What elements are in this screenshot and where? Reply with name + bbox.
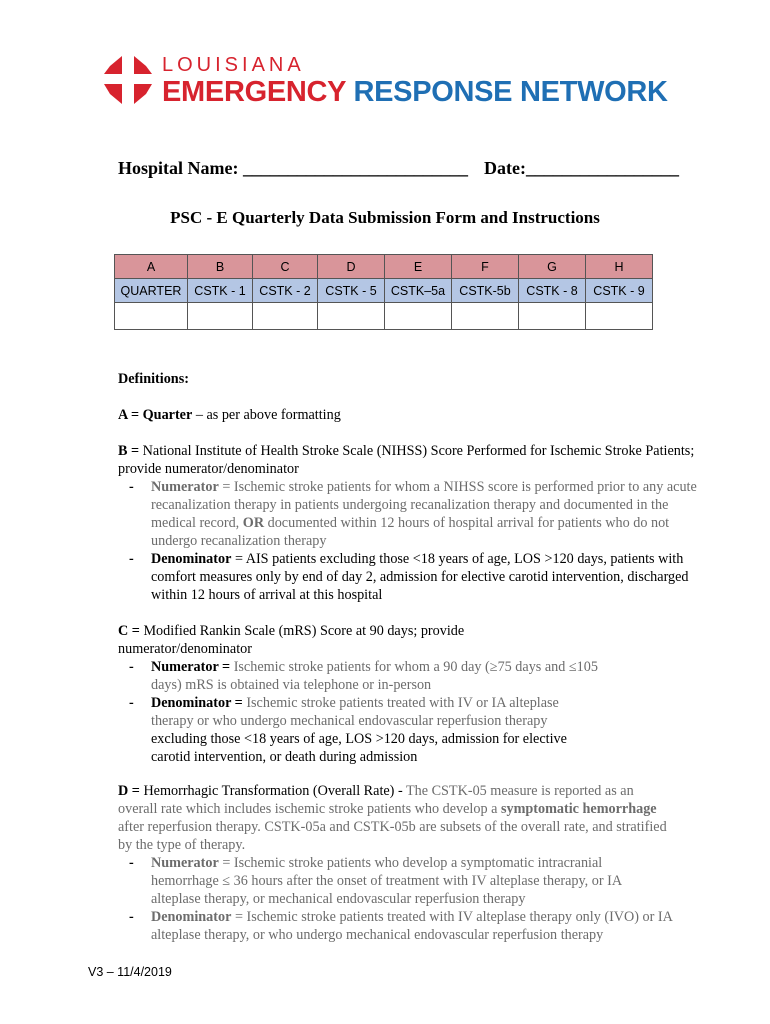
logo-line-louisiana: LOUISIANA [162,54,305,76]
text-d-gray: The CSTK-05 measure is reported as an overall rate which includes ischemic stroke patients who develop a [118,783,634,817]
c-numerator [151,658,601,694]
footer-version: V3 – 11/4/2019 [88,965,172,979]
b-numerator-text-2: documented within 12 hours of hospital arrival for patients who do not undergo recanalization therapy [151,515,670,549]
column-code: CSTK–5a [385,279,452,303]
text-d-gray-2: after reperfusion therapy. CSTK-05a and CSTK-05b are subsets of the overall rate, and stratified by the type of therapy. [118,819,667,853]
c-denominator-term: Denominator = [151,695,247,711]
bullet-dash: - [129,909,134,925]
c-numerator-text: Ischemic stroke patients for whom a 90 day (≥75 days and ≤105 days) mRS is obtained via telephone or in-person [151,659,598,693]
column-code: CSTK - 8 [519,279,586,303]
b-numerator-text: = Ischemic stroke patients for whom a NIHSS score is performed prior to any acute recanalization therapy in patients undergoing recanalization therapy and documented in the medical record, [151,479,697,531]
d-numerator-text: = Ischemic stroke patients who develop a symptomatic intracranial hemorrhage ≤ 36 hours after the onset of treatment with IV alteplase therapy, or IA alteplase therapy, or mechanical endovascular reperfusion therapy [151,855,622,907]
c-denominator-text: excluding those <18 years of age, LOS >120 days, admission for elective carotid intervention, or death during admission [151,731,567,765]
logo-word-response-network: RESPONSE NETWORK [353,76,668,108]
column-letter: E [385,255,452,279]
submission-table [114,254,653,330]
entry-cell-cstk-5a[interactable] [385,303,452,330]
bullet-dash: - [129,855,134,871]
text-d-symptomatic: symptomatic hemorrhage [500,801,657,817]
b-numerator-or: OR [242,515,265,531]
cross-logo-icon [100,52,156,108]
column-code: CSTK - 2 [253,279,318,303]
column-letter: G [519,255,586,279]
text-b: National Institute of Health Stroke Scale (NIHSS) Score Performed for Ischemic Stroke Patients; provide numerator/denominator [118,443,695,477]
column-letter: D [318,255,385,279]
column-code: CSTK - 5 [318,279,385,303]
definition-d [118,782,676,854]
entry-cell-cstk-2[interactable] [253,303,318,330]
logo-line-network [162,76,668,109]
definitions-heading: Definitions: [118,371,189,387]
d-numerator-term: Numerator [151,855,219,871]
d-denominator [151,908,696,944]
bullet-dash: - [129,551,134,567]
definition-b [118,442,718,478]
term-a: A = Quarter [118,407,193,423]
entry-cell-cstk-9[interactable] [586,303,653,330]
column-letter: H [586,255,653,279]
column-letter: B [188,255,253,279]
d-numerator [151,854,651,908]
bullet-dash: - [129,479,134,495]
column-code: CSTK - 9 [586,279,653,303]
d-denominator-text: = Ischemic stroke patients treated with IV alteplase therapy only (IVO) or IA alteplase therapy, or who undergo mechanical endovascular reperfusion therapy [151,909,673,943]
text-d: Hemorrhagic Transformation (Overall Rate) - [143,783,406,799]
entry-cell-cstk-8[interactable] [519,303,586,330]
entry-cell-cstk-5[interactable] [318,303,385,330]
page-title: PSC - E Quarterly Data Submission Form and Instructions [170,208,600,227]
table-row-codes [115,279,653,303]
term-c: C = [118,623,144,639]
bullet-dash: - [129,695,134,711]
term-b: B = [118,443,143,459]
date-field[interactable]: Date:_________________ [484,158,679,178]
c-numerator-term: Numerator = [151,659,234,675]
term-d: D = [118,783,144,799]
text-c: Modified Rankin Scale (mRS) Score at 90 days; provide numerator/denominator [118,623,465,657]
entry-cell-quarter[interactable] [115,303,188,330]
column-letter: C [253,255,318,279]
bullet-dash: - [129,659,134,675]
table-row-entry [115,303,653,330]
column-letter: A [115,255,188,279]
entry-cell-cstk-5b[interactable] [452,303,519,330]
table-row-letters [115,255,653,279]
logo [100,52,680,116]
b-numerator [151,478,711,550]
definition-c [118,622,488,658]
c-denominator-text-gray: Ischemic stroke patients treated with IV or IA alteplase therapy or who undergo mechanical endovascular reperfusion therapy [151,695,559,729]
d-denominator-term: Denominator [151,909,232,925]
b-denominator-text: = AIS patients excluding those <18 years of age, LOS >120 days, patients with comfort measures only by end of day 2, admission for elective carotid intervention, discharged within 12 hours of arrival at this hospital [151,551,689,603]
column-code: CSTK - 1 [188,279,253,303]
column-code: CSTK-5b [452,279,519,303]
hospital-name-field[interactable]: Hospital Name: _________________________ [118,158,468,178]
column-code: QUARTER [115,279,188,303]
definition-a [118,406,718,424]
logo-word-emergency: EMERGENCY [162,76,346,108]
b-numerator-term: Numerator [151,479,219,495]
column-letter: F [452,255,519,279]
entry-cell-cstk-1[interactable] [188,303,253,330]
b-denominator [151,550,711,604]
text-a: – as per above formatting [192,407,341,423]
c-denominator [151,694,601,766]
b-denominator-term: Denominator [151,551,232,567]
